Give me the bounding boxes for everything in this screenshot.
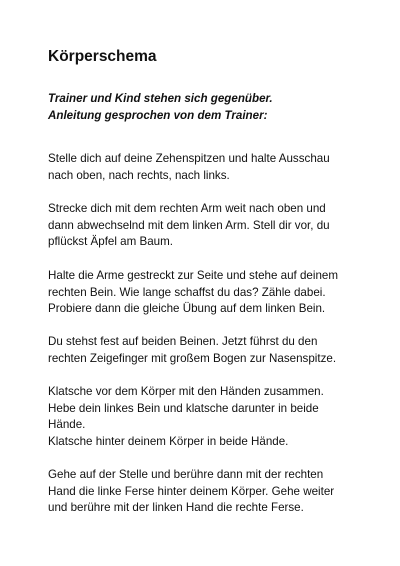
paragraph-line: rechten Zeigefinger mit großem Bogen zur Nasenspitze. bbox=[48, 351, 337, 365]
paragraph-heel-touch bbox=[48, 467, 368, 517]
paragraph-clapping bbox=[48, 384, 368, 450]
paragraph-line: Halte die Arme gestreckt zur Seite und stehe auf deinem bbox=[48, 269, 339, 282]
paragraph-line: Klatsche hinter deinem Körper in beide Hände. bbox=[48, 434, 289, 448]
paragraph-line: Gehe auf der Stelle und berühre dann mit der rechten bbox=[48, 468, 324, 481]
paragraph-line: Hand die linke Ferse hinter deinem Körper. Gehe weiter bbox=[48, 484, 335, 498]
paragraph-tiptoes bbox=[48, 151, 368, 184]
paragraph-line: dann abwechselnd mit dem linken Arm. Stell dir vor, du bbox=[48, 218, 330, 232]
paragraph-line: Du stehst fest auf beiden Beinen. Jetzt führst du den bbox=[48, 335, 318, 348]
paragraph-line: Probiere dann die gleiche Übung auf dem linken Bein. bbox=[48, 302, 326, 315]
paragraph-line: pflückst Äpfel am Baum. bbox=[48, 235, 174, 248]
paragraph-line: rechten Bein. Wie lange schaffst du das? Zähle dabei. bbox=[48, 285, 326, 299]
intro-block bbox=[48, 91, 368, 124]
paragraph-line: Strecke dich mit dem rechten Arm weit nach oben und bbox=[48, 202, 326, 215]
paragraph-one-leg bbox=[48, 268, 368, 318]
page-title: Körperschema bbox=[48, 48, 157, 65]
intro-line: Anleitung gesprochen von dem Trainer: bbox=[48, 108, 268, 122]
paragraph-line: Klatsche vor dem Körper mit den Händen zusammen. bbox=[48, 385, 324, 398]
paragraph-finger-nose bbox=[48, 334, 368, 367]
paragraph-line: und berühre mit der linken Hand die rechte Ferse. bbox=[48, 501, 304, 514]
paragraph-line: Hebe dein linkes Bein und klatsche darunter in beide bbox=[48, 401, 319, 415]
paragraph-arm-stretch bbox=[48, 201, 368, 251]
paragraph-line: Stelle dich auf deine Zehenspitzen und halte Ausschau bbox=[48, 152, 330, 165]
intro-line: Trainer und Kind stehen sich gegenüber. bbox=[48, 92, 273, 105]
paragraph-line: nach oben, nach rechts, nach links. bbox=[48, 168, 230, 182]
paragraph-line: Hände. bbox=[48, 418, 86, 431]
